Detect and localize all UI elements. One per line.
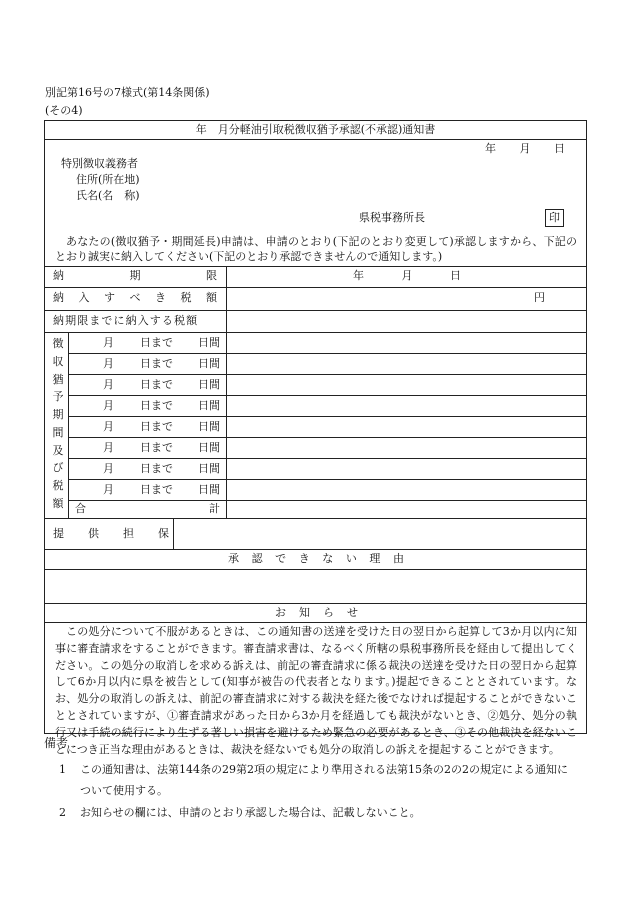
char: 入: [78, 291, 90, 304]
divider: [68, 479, 586, 480]
until-day-label: 日まで: [140, 462, 173, 475]
month-label: 月: [519, 142, 531, 155]
due-date-label: [53, 269, 217, 283]
char: 限: [206, 269, 217, 282]
divider: [45, 549, 586, 550]
char: 保: [158, 527, 169, 540]
divider: [45, 310, 586, 311]
until-day-label: 日まで: [140, 399, 173, 412]
char: で: [275, 552, 287, 565]
char: お: [275, 606, 286, 619]
char: 税: [180, 291, 192, 304]
collateral-label: [53, 527, 169, 541]
char: 日: [450, 269, 461, 282]
notice-title: 年 月分軽油引取税徴収猶予承認(不承認)通知書: [195, 123, 436, 136]
remarks-title: 備考: [44, 736, 69, 750]
issuer: 県税事務所長: [359, 211, 425, 224]
until-day-label: 日まで: [140, 378, 173, 391]
char: 額: [206, 291, 217, 304]
tax-to-pay-label: [53, 291, 217, 305]
char: 猶: [52, 372, 64, 386]
char: 供: [88, 527, 99, 540]
appeal-notice-text: この処分について不服があるときは、この通知書の送達を受けた日の翌日から起算して3か月以内に知事に審査請求をすることができます。審査請求書は、なるべく所轄の県税事務所長を経由して提出してください。この処分の取消しを求める訴えは、前記の審査請求に係る裁決の送達を受けた日の翌日から起算して6か月以内に県を被告として(知事が被告の代表者となります。)提起できることとされています。なお、処分の取消しの訴えは、前記の審査請求に対する裁決を経た後でなければ提起することができないこととされていますが、①審査請求があった日から3か月を経過しても裁決がないとき、②処分、処分の執行又は手続の続行により生ずる著しい損害を避けるため緊急の必要があるとき、③その他裁決を経ないことにつき正当な理由があるときは、裁決を経ないでも処分の取消しの訴えを提起することができます。: [55, 625, 577, 756]
char: 承: [228, 552, 239, 565]
month-label: 月: [103, 420, 114, 433]
divider: [68, 353, 586, 354]
reason-header: [228, 552, 404, 566]
divider: [68, 500, 586, 501]
year-label: 年: [485, 142, 496, 155]
char: な: [322, 552, 334, 565]
char: 期: [52, 408, 64, 422]
char: 税: [52, 479, 64, 493]
remark-1-line-2: ついて使用する。: [80, 784, 168, 797]
divider: [68, 458, 586, 459]
divider: [45, 287, 586, 288]
name-label: 氏名(名 称): [76, 189, 140, 202]
char: び: [52, 461, 64, 475]
notice-header: [275, 606, 358, 620]
divider: [45, 603, 586, 604]
divider: [68, 395, 586, 396]
char: い: [345, 552, 357, 565]
char: 徴: [52, 337, 64, 350]
until-day-label: 日まで: [140, 420, 173, 433]
yen-unit: 円: [534, 291, 545, 304]
days-label: 日間: [198, 378, 220, 391]
days-label: 日間: [198, 357, 220, 370]
deferral-label-vertical: [51, 337, 65, 511]
notice-body: あなたの(徴収猶予・期間延長)申請は、申請のとおり(下記のとおり変更して)承認しますから、下記のとおり誠実に納入してください(下記のとおり承認できませんので通知します。): [55, 235, 577, 263]
char: せ: [347, 606, 358, 619]
char: 納: [53, 269, 64, 282]
addressee-label: 特別徴収義務者: [61, 157, 138, 170]
char: 担: [123, 527, 134, 540]
char: 提: [53, 527, 64, 540]
month-label: 月: [103, 357, 114, 370]
month-label: 月: [103, 378, 114, 391]
month-label: 月: [103, 483, 114, 496]
days-label: 日間: [198, 399, 220, 412]
char: 額: [52, 496, 64, 510]
month-label: 月: [103, 441, 114, 454]
total-label: [75, 502, 220, 516]
char: 間: [52, 425, 64, 439]
char: 年: [353, 269, 364, 282]
divider: [45, 518, 586, 519]
char: 予: [52, 390, 64, 404]
days-label: 日間: [198, 420, 220, 433]
divider: [45, 569, 586, 570]
month-label: 月: [103, 399, 114, 412]
until-day-label: 日まで: [140, 357, 173, 370]
address-label: 住所(所在地): [76, 173, 140, 186]
due-date-value: [353, 269, 461, 283]
until-day-label: 日まで: [140, 336, 173, 349]
divider: [68, 437, 586, 438]
form-subtitle: (その4): [45, 104, 83, 117]
char: 納: [53, 291, 64, 304]
char: べ: [129, 291, 141, 304]
until-day-label: 日まで: [140, 483, 173, 496]
divider: [173, 518, 174, 549]
issue-date: [485, 142, 565, 156]
char: 理: [369, 552, 381, 565]
day-label: 日: [554, 142, 565, 155]
char: き: [298, 552, 310, 565]
divider: [68, 416, 586, 417]
divider: [226, 266, 227, 518]
char: 月: [401, 269, 413, 282]
remark-2-line-1: お知らせの欄には、申請のとおり承認した場合は、記載しないこと。: [80, 806, 421, 819]
days-label: 日間: [198, 462, 220, 475]
until-day-label: 日まで: [140, 441, 173, 454]
month-label: 月: [103, 336, 114, 349]
remark-num: 2: [59, 806, 66, 819]
char: 知: [299, 606, 310, 619]
char: 収: [52, 354, 64, 368]
month-label: 月: [103, 462, 114, 475]
char: 認: [251, 552, 263, 565]
remark-num: 1: [59, 763, 66, 776]
divider: [68, 332, 69, 518]
days-label: 日間: [198, 441, 220, 454]
char: 計: [209, 502, 220, 515]
divider: [45, 332, 586, 333]
days-label: 日間: [198, 336, 220, 349]
form-id: 別記第16号の7様式(第14条関係): [45, 86, 210, 99]
divider: [45, 139, 586, 140]
tax-by-due-label: 納期限までに納入する税額: [53, 314, 199, 327]
char: き: [155, 291, 166, 304]
char: 由: [392, 552, 404, 565]
days-label: 日間: [198, 483, 220, 496]
remark-1-line-1: この通知書は、法第144条の29第2項の規定により準用される法第15条の2の2の規定による通知に: [80, 763, 568, 776]
divider: [68, 374, 586, 375]
char: 期: [129, 269, 141, 282]
divider: [45, 266, 586, 267]
char: す: [104, 291, 115, 304]
char: 合: [75, 502, 86, 515]
char: 及: [52, 443, 64, 457]
char: ら: [323, 606, 334, 619]
seal-stamp: 印: [545, 209, 564, 227]
divider: [45, 622, 586, 623]
